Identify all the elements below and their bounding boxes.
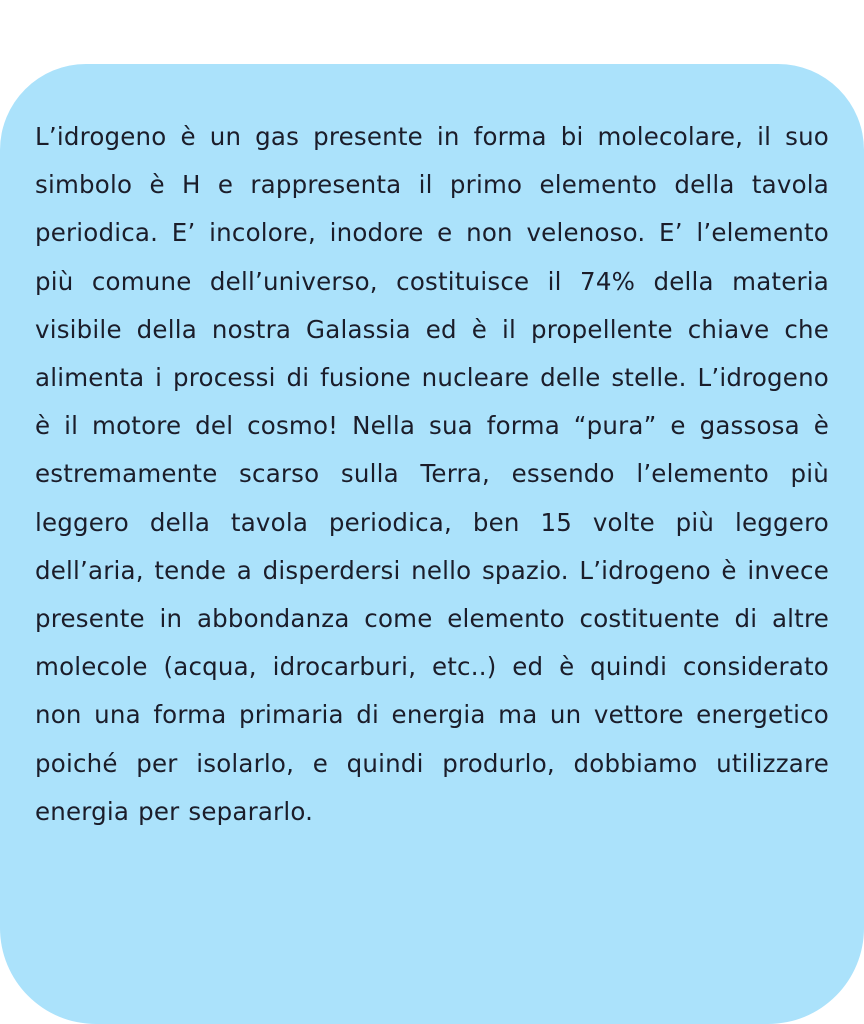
card-paragraph: L’idrogeno è un gas presente in forma bi molecolare, il suo simbolo è H e rappresenta il primo elemento della tavola periodica. E’ incolore, inodore e non velenoso. E’ l’elemento più comune dell’universo, costituisce il 74% della materia visibile della nostra Galassia ed è il propellente chiave che alimenta i processi di fusione nucleare delle stelle. L’idrogeno è il motore del cosmo! Nella sua forma “pura” e gassosa è estremamente scarso sulla Terra, essendo l’elemento più leggero della tavola periodica, ben 15 volte più leggero dell’aria, tende a disperdersi nello spazio. L’idrogeno è invece presente in abbondanza come elemento costituente di altre molecole (acqua, idrocarburi, etc..) ed è quindi considerato non una forma primaria di energia ma un vettore energetico poiché per isolarlo, e quindi produrlo, dobbiamo utilizzare energia per separarlo.	[35, 122, 829, 826]
